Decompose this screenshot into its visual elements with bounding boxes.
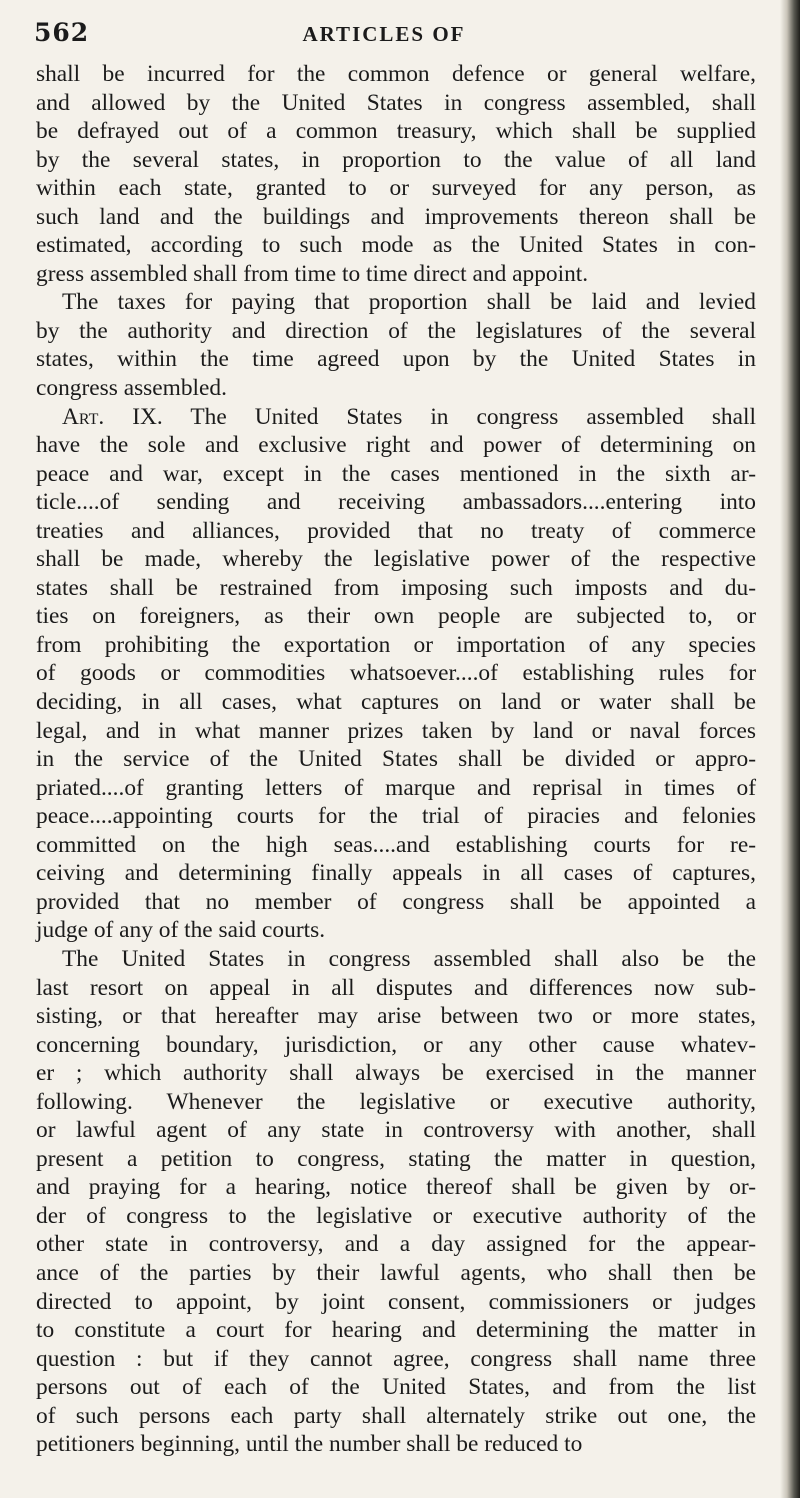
line-text: concerning boundary, jurisdiction, or any other cause whatev- bbox=[36, 1031, 756, 1058]
line-text: by the several states, in proportion to the value of all land bbox=[36, 146, 756, 173]
text-line bbox=[36, 717, 756, 746]
text-line bbox=[36, 1031, 756, 1060]
line-text: directed to appoint, by joint consent, commissioners or judges bbox=[36, 1288, 756, 1315]
text-line bbox=[36, 374, 756, 403]
running-head-title: ARTICLES OF bbox=[302, 22, 466, 46]
line-text: shall be incurred for the common defence or general welfare, bbox=[36, 61, 756, 87]
text-line bbox=[36, 431, 756, 460]
line-text: deciding, in all cases, what captures on land or water shall be bbox=[36, 689, 756, 716]
text-line bbox=[36, 488, 756, 517]
line-text: provided that no member of congress shall be appointed a bbox=[36, 888, 756, 915]
text-line bbox=[36, 260, 756, 289]
line-text: last resort on appeal in all disputes and differences now sub- bbox=[36, 974, 756, 1001]
text-line bbox=[36, 1316, 756, 1345]
text-line bbox=[36, 288, 756, 317]
text-line bbox=[36, 1402, 756, 1431]
line-text: petitioners beginning, until the number shall be reduced to bbox=[36, 1431, 583, 1458]
text-line bbox=[36, 517, 756, 546]
line-text: congress assembled. bbox=[36, 375, 227, 402]
line-text: shall be made, whereby the legislative power of the respective bbox=[36, 546, 756, 573]
line-text: question : but if they cannot agree, congress shall name three bbox=[36, 1345, 756, 1372]
line-text: treaties and alliances, provided that no treaty of commerce bbox=[36, 517, 756, 544]
line-text: committed on the high seas....and establishing courts for re- bbox=[36, 831, 756, 858]
line-text: estimated, according to such mode as the United States in con- bbox=[36, 232, 756, 259]
line-text: ance of the parties by their lawful agents, who shall then be bbox=[36, 1259, 756, 1286]
line-text: der of congress to the legislative or executive authority of the bbox=[36, 1202, 756, 1229]
text-line bbox=[36, 945, 756, 974]
line-text: peace and war, except in the cases mentioned in the sixth ar- bbox=[36, 460, 756, 487]
text-line bbox=[36, 631, 756, 660]
line-text: legal, and in what manner prizes taken by land or naval forces bbox=[36, 717, 756, 744]
text-line bbox=[36, 888, 756, 917]
text-line bbox=[36, 545, 756, 574]
line-text: from prohibiting the exportation or importation of any species bbox=[36, 631, 756, 658]
line-text: following. Whenever the legislative or executive authority, bbox=[36, 1088, 756, 1115]
line-text: present a petition to congress, stating the matter in question, bbox=[36, 1145, 756, 1172]
text-line bbox=[36, 460, 756, 489]
line-text: be defrayed out of a common treasury, which shall be supplied bbox=[36, 118, 756, 145]
text-line bbox=[36, 1059, 756, 1088]
text-line bbox=[36, 659, 756, 688]
text-line bbox=[36, 1116, 756, 1145]
line-text: or lawful agent of any state in controversy with another, shall bbox=[36, 1117, 756, 1144]
text-line bbox=[36, 117, 756, 146]
text-line bbox=[36, 1145, 756, 1174]
line-text: states, within the time agreed upon by the United States in bbox=[36, 346, 756, 373]
line-text: The United States in congress assembled shall bbox=[162, 403, 757, 430]
text-line bbox=[36, 574, 756, 603]
text-line bbox=[36, 1259, 756, 1288]
text-line bbox=[36, 1088, 756, 1117]
text-line bbox=[36, 802, 756, 831]
text-line bbox=[36, 60, 756, 89]
text-line bbox=[36, 688, 756, 717]
line-text: and praying for a hearing, notice thereof shall be given by or- bbox=[36, 1174, 756, 1201]
text-line bbox=[36, 1173, 756, 1202]
line-text: sisting, or that hereafter may arise between two or more states, bbox=[36, 1003, 756, 1030]
line-text: er ; which authority shall always be exercised in the manner bbox=[36, 1060, 756, 1087]
running-head bbox=[34, 18, 734, 58]
text-line bbox=[36, 1430, 756, 1459]
line-text: priated....of granting letters of marque and reprisal in times of bbox=[36, 774, 756, 801]
text-line bbox=[36, 745, 756, 774]
text-line bbox=[36, 1373, 756, 1402]
line-text: ticle....of sending and receiving ambassadors....entering into bbox=[36, 489, 756, 516]
text-line bbox=[36, 774, 756, 803]
line-text: and allowed by the United States in congress assembled, shall bbox=[36, 89, 756, 116]
text-line bbox=[36, 203, 756, 232]
text-line bbox=[36, 174, 756, 203]
text-line bbox=[36, 403, 756, 432]
text-line bbox=[36, 89, 756, 118]
text-line bbox=[36, 916, 756, 945]
body-text bbox=[36, 60, 756, 1459]
line-text: The taxes for paying that proportion shall be laid and levied bbox=[62, 289, 756, 316]
text-line bbox=[36, 831, 756, 860]
text-line bbox=[36, 859, 756, 888]
line-text: within each state, granted to or surveyed for any person, as bbox=[36, 175, 756, 202]
line-text: states shall be restrained from imposing such imposts and du- bbox=[36, 574, 756, 601]
line-text: persons out of each of the United States, and from the list bbox=[36, 1374, 756, 1401]
text-line bbox=[36, 1002, 756, 1031]
text-line bbox=[36, 317, 756, 346]
text-line bbox=[36, 1230, 756, 1259]
line-text: by the authority and direction of the legislatures of the several bbox=[36, 317, 756, 344]
line-text: have the sole and exclusive right and power of determining on bbox=[36, 432, 756, 459]
line-text: in the service of the United States shall be divided or appro- bbox=[36, 746, 756, 773]
line-text: gress assembled shall from time to time direct and appoint. bbox=[36, 260, 589, 287]
text-line bbox=[36, 1288, 756, 1317]
line-text: of such persons each party shall alternately strike out one, the bbox=[36, 1402, 756, 1429]
line-text: to constitute a court for hearing and determining the matter in bbox=[36, 1317, 756, 1344]
book-spine-shadow bbox=[780, 0, 800, 1498]
line-text: ceiving and determining finally appeals in all cases of captures, bbox=[36, 860, 756, 887]
article-heading: Art. IX. bbox=[62, 403, 163, 430]
text-line bbox=[36, 1202, 756, 1231]
line-text: of goods or commodities whatsoever....of establishing rules for bbox=[36, 660, 756, 687]
line-text: other state in controversy, and a day assigned for the appear- bbox=[36, 1231, 756, 1258]
line-text: such land and the buildings and improvements thereon shall be bbox=[36, 203, 756, 230]
page-number: 562 bbox=[34, 18, 90, 47]
text-line bbox=[36, 974, 756, 1003]
text-line bbox=[36, 602, 756, 631]
line-text: judge of any of the said courts. bbox=[36, 917, 326, 944]
text-line bbox=[36, 1345, 756, 1374]
text-line bbox=[36, 146, 756, 175]
line-text: peace....appointing courts for the trial of piracies and felonies bbox=[36, 803, 756, 830]
line-text: The United States in congress assembled shall also be the bbox=[62, 945, 756, 972]
line-text: ties on foreigners, as their own people are subjected to, or bbox=[36, 603, 756, 630]
text-line bbox=[36, 345, 756, 374]
text-line bbox=[36, 231, 756, 260]
